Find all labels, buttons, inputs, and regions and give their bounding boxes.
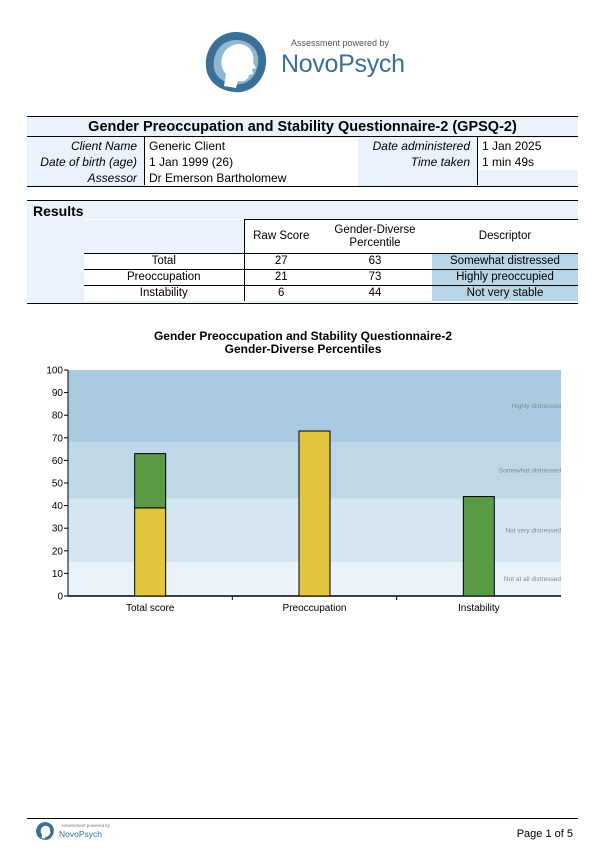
powered-by-text: Assessment powered by (291, 38, 390, 48)
novopsych-logo-icon (200, 28, 272, 96)
time-taken-value: 1 min 49s (478, 154, 578, 170)
row-percentile: 63 (318, 254, 432, 270)
row-descriptor: Somewhat distressed (432, 254, 578, 270)
row-raw: 6 (244, 286, 318, 302)
header-raw-score: Raw Score (244, 220, 318, 254)
header-descriptor: Descriptor (432, 220, 578, 254)
y-tick-label: 50 (51, 478, 63, 490)
page-number: Page 1 of 5 (516, 828, 573, 840)
row-descriptor: Not very stable (432, 286, 578, 302)
header-percentile: Gender-Diverse Percentile (318, 220, 432, 254)
bar-segment (135, 508, 166, 596)
range-band-label: Not very distressed (505, 527, 561, 535)
y-tick-label: 20 (51, 546, 63, 558)
results-title: Results (33, 203, 84, 219)
results-section (27, 200, 578, 304)
chart-subtitle: Gender-Diverse Percentiles (224, 342, 382, 356)
y-tick-label: 90 (51, 388, 63, 400)
y-tick-label: 10 (51, 568, 63, 580)
y-tick-label: 60 (51, 455, 63, 467)
results-header-row (84, 220, 578, 254)
dob-label: Date of birth (age) (40, 155, 137, 169)
date-administered-value: 1 Jan 2025 (478, 138, 578, 154)
report-header (27, 116, 578, 187)
report-title: Gender Preoccupation and Stability Questionnaire-2 (GPSQ-2) (88, 119, 517, 135)
y-tick-label: 100 (46, 365, 63, 377)
row-raw: 27 (244, 254, 318, 270)
percentile-chart (0, 355, 606, 625)
row-descriptor: Highly preoccupied (432, 270, 578, 286)
y-tick-label: 70 (51, 433, 63, 445)
table-row (84, 286, 578, 302)
client-name-label: Client Name (70, 139, 137, 153)
chart-title-block (0, 330, 606, 356)
time-taken-label: Time taken (410, 155, 470, 169)
footer-brand-name: NovoPsych (59, 829, 102, 839)
assessor-value: Dr Emerson Bartholomew (145, 170, 358, 186)
row-name: Instability (84, 286, 244, 302)
row-raw: 21 (244, 270, 318, 286)
row-name: Total (84, 254, 244, 270)
range-band-label: Highly distressed (511, 403, 561, 411)
y-tick-label: 30 (51, 523, 63, 535)
y-tick-label: 80 (51, 410, 63, 422)
row-percentile: 44 (318, 286, 432, 302)
assessor-label: Assessor (87, 171, 137, 185)
bar-segment (299, 431, 330, 596)
results-table (84, 219, 578, 301)
table-row (84, 270, 578, 286)
novopsych-footer-logo-icon (34, 821, 56, 841)
x-tick-label: Preoccupation (282, 603, 347, 614)
range-band-label: Not at all distressed (503, 576, 561, 584)
x-tick-label: Total score (125, 603, 175, 614)
row-name: Preoccupation (84, 270, 244, 286)
range-band-label: Somewhat distressed (498, 467, 561, 475)
table-row (84, 254, 578, 270)
chart-title: Gender Preoccupation and Stability Questionnaire-2 (153, 329, 453, 343)
row-percentile: 73 (318, 270, 432, 286)
y-tick-label: 40 (51, 501, 63, 513)
footer-powered-by: Assessment powered by (61, 823, 111, 828)
y-tick-label: 0 (57, 591, 63, 603)
date-administered-label: Date administered (372, 139, 470, 153)
dob-value: 1 Jan 1999 (26) (145, 154, 358, 170)
footer-divider (27, 818, 578, 819)
brand-name: NovoPsych (281, 50, 405, 78)
client-name-value: Generic Client (145, 138, 358, 154)
bar-segment (463, 497, 494, 596)
x-tick-label: Instability (457, 603, 500, 614)
bar-segment (135, 454, 166, 508)
